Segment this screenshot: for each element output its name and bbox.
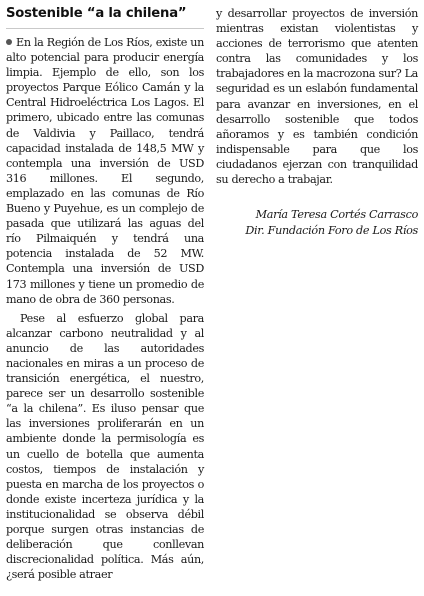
left-column: [6, 6, 204, 582]
headline-divider: [6, 28, 204, 29]
bullet-icon: [6, 39, 12, 45]
author-name: María Teresa Cortés Carrasco: [255, 208, 418, 222]
signature-block: [216, 207, 418, 238]
article-headline: Sostenible “a la chilena”: [6, 6, 187, 21]
paragraph-1-text: En la Región de Los Ríos, existe un alto potencial para producir energía limpia. Ejemplo de ello, son los proyectos Parque Eólico Camán y la Central Hidroeléctrica Los Lagos. El primero, ubicado entre las comunas de Valdivia y Paillaco, tendrá capacidad instalada de 148,5 MW y contempla una inversión de USD 316 millones. El segundo, emplazado en las comunas de Río Bueno y Puyehue, es un complejo de pasada que utilizará las aguas del río Pilmaiquén y tendrá una potencia instalada de 52 MW. Contempla una inversión de USD 173 millones y tiene un promedio de mano de obra de 360 personas.: [6, 36, 204, 306]
right-column: [216, 6, 418, 238]
paragraph-continued: y desarrollar proyectos de inversión mientras existan violentistas y acciones de terrorismo que atenten contra las comunidades y los trabajadores en la macrozona sur? La seguridad es un eslabón fundamental para avanzar en inversiones, en el desarrollo sostenible que todos añoramos y es también condición indispensable para que los ciudadanos ejerzan con tranquilidad su derecho a trabajar.: [216, 7, 418, 187]
paragraph-1: [6, 35, 204, 307]
paragraph-2: Pese al esfuerzo global para alcanzar carbono neutralidad y al anuncio de las autoridades nacionales en miras a un proceso de transición energética, el nuestro, parece ser un desarrollo sostenible “a la chilena”. Es iluso pensar que las inversiones proliferarán en un ambiente donde la permisología es un cuello de botella que aumenta costos, tiempos de instalación y puesta en marcha de los proyectos o donde existe incerteza jurídica y la institucionalidad se observa débil porque surgen otras instancias de deliberación que conllevan discrecionalidad política. Más aún, ¿será posible atraer: [6, 311, 204, 582]
author-title: Dir. Fundación Foro de Los Ríos: [245, 223, 418, 237]
